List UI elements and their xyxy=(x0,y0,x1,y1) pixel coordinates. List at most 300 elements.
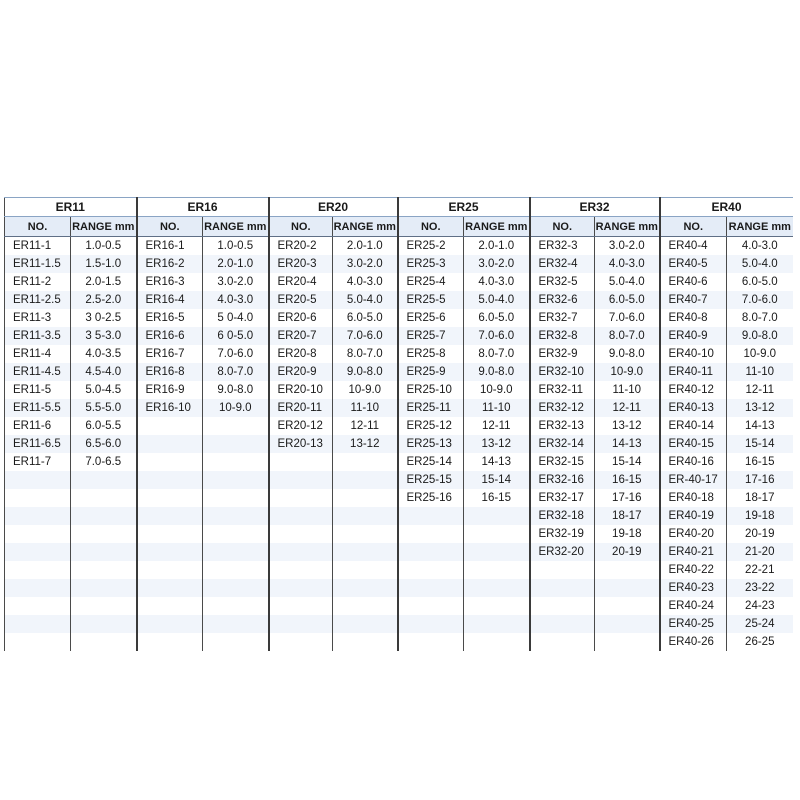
column-header-range: RANGE mm xyxy=(595,217,660,237)
table-row xyxy=(5,399,793,417)
clamping-range-cell: 6 0-5.0 xyxy=(203,327,269,345)
clamping-range-cell: 12-11 xyxy=(727,381,793,399)
collet-number-cell xyxy=(398,525,464,543)
column-header-no: NO. xyxy=(5,217,71,237)
collet-number-cell: ER40-8 xyxy=(660,309,727,327)
collet-number-cell: ER25-14 xyxy=(398,453,464,471)
clamping-range-cell xyxy=(464,615,530,633)
clamping-range-cell: 2.0-1.5 xyxy=(71,273,137,291)
table-row xyxy=(5,543,793,561)
collet-number-cell: ER40-18 xyxy=(660,489,727,507)
clamping-range-cell: 3.0-2.0 xyxy=(333,255,398,273)
collet-number-cell: ER40-22 xyxy=(660,561,727,579)
collet-number-cell: ER32-20 xyxy=(530,543,595,561)
clamping-range-cell: 9.0-8.0 xyxy=(727,327,793,345)
clamping-range-cell: 6.0-5.0 xyxy=(333,309,398,327)
collet-number-cell: ER20-7 xyxy=(269,327,333,345)
clamping-range-cell xyxy=(333,597,398,615)
collet-number-cell xyxy=(269,471,333,489)
collet-number-cell: ER16-6 xyxy=(137,327,203,345)
collet-number-cell: ER20-5 xyxy=(269,291,333,309)
clamping-range-cell: 5.5-5.0 xyxy=(71,399,137,417)
collet-number-cell: ER25-7 xyxy=(398,327,464,345)
collet-number-cell: ER40-15 xyxy=(660,435,727,453)
collet-number-cell: ER32-12 xyxy=(530,399,595,417)
clamping-range-cell: 18-17 xyxy=(595,507,660,525)
collet-number-cell: ER32-4 xyxy=(530,255,595,273)
collet-number-cell: ER40-6 xyxy=(660,273,727,291)
collet-number-cell: ER25-6 xyxy=(398,309,464,327)
clamping-range-cell xyxy=(71,633,137,651)
collet-number-cell xyxy=(269,543,333,561)
collet-number-cell: ER32-17 xyxy=(530,489,595,507)
clamping-range-cell xyxy=(71,561,137,579)
clamping-range-cell xyxy=(203,615,269,633)
clamping-range-cell xyxy=(464,507,530,525)
table-row xyxy=(5,561,793,579)
collet-number-cell xyxy=(269,633,333,651)
collet-number-cell: ER11-1.5 xyxy=(5,255,71,273)
clamping-range-cell xyxy=(71,471,137,489)
column-header-range: RANGE mm xyxy=(727,217,793,237)
collet-number-cell: ER40-7 xyxy=(660,291,727,309)
clamping-range-cell: 19-18 xyxy=(595,525,660,543)
clamping-range-cell: 1.0-0.5 xyxy=(203,237,269,256)
collet-number-cell: ER32-5 xyxy=(530,273,595,291)
table-row xyxy=(5,435,793,453)
clamping-range-cell: 8.0-7.0 xyxy=(727,309,793,327)
column-header-range: RANGE mm xyxy=(203,217,269,237)
collet-number-cell: ER40-4 xyxy=(660,237,727,256)
collet-number-cell: ER40-10 xyxy=(660,345,727,363)
collet-number-cell xyxy=(530,579,595,597)
clamping-range-cell: 9.0-8.0 xyxy=(333,363,398,381)
collet-number-cell xyxy=(398,633,464,651)
collet-number-cell: ER40-24 xyxy=(660,597,727,615)
collet-number-cell: ER20-9 xyxy=(269,363,333,381)
collet-number-cell: ER16-5 xyxy=(137,309,203,327)
table-row xyxy=(5,363,793,381)
clamping-range-cell xyxy=(595,633,660,651)
collet-number-cell xyxy=(137,525,203,543)
clamping-range-cell: 7.0-6.0 xyxy=(203,345,269,363)
clamping-range-cell: 3.0-2.0 xyxy=(203,273,269,291)
clamping-range-cell: 6.0-5.0 xyxy=(464,309,530,327)
group-header-er16: ER16 xyxy=(137,198,269,217)
clamping-range-cell: 5.0-4.0 xyxy=(595,273,660,291)
collet-number-cell xyxy=(137,507,203,525)
clamping-range-cell: 15-14 xyxy=(595,453,660,471)
clamping-range-cell: 5.0-4.0 xyxy=(464,291,530,309)
collet-number-cell xyxy=(530,561,595,579)
table-row xyxy=(5,273,793,291)
collet-number-cell xyxy=(137,453,203,471)
collet-number-cell xyxy=(137,435,203,453)
clamping-range-cell: 4.0-3.0 xyxy=(595,255,660,273)
collet-number-cell: ER11-6 xyxy=(5,417,71,435)
column-header-no: NO. xyxy=(398,217,464,237)
clamping-range-cell: 4.0-3.0 xyxy=(727,237,793,256)
clamping-range-cell xyxy=(595,597,660,615)
clamping-range-cell: 4.0-3.0 xyxy=(333,273,398,291)
table-row xyxy=(5,597,793,615)
collet-number-cell: ER32-14 xyxy=(530,435,595,453)
collet-number-cell xyxy=(137,417,203,435)
clamping-range-cell xyxy=(333,579,398,597)
clamping-range-cell: 11-10 xyxy=(333,399,398,417)
clamping-range-cell: 9.0-8.0 xyxy=(595,345,660,363)
clamping-range-cell: 8.0-7.0 xyxy=(333,345,398,363)
clamping-range-cell: 1.5-1.0 xyxy=(71,255,137,273)
clamping-range-cell xyxy=(464,597,530,615)
collet-number-cell: ER11-3 xyxy=(5,309,71,327)
clamping-range-cell xyxy=(464,543,530,561)
clamping-range-cell: 24-23 xyxy=(727,597,793,615)
collet-number-cell: ER16-1 xyxy=(137,237,203,256)
collet-number-cell: ER25-4 xyxy=(398,273,464,291)
table-row xyxy=(5,507,793,525)
collet-number-cell xyxy=(398,507,464,525)
table-row xyxy=(5,381,793,399)
collet-number-cell: ER20-6 xyxy=(269,309,333,327)
clamping-range-cell: 5.0-4.5 xyxy=(71,381,137,399)
collet-number-cell: ER25-12 xyxy=(398,417,464,435)
clamping-range-cell: 2.0-1.0 xyxy=(464,237,530,256)
column-header-range: RANGE mm xyxy=(333,217,398,237)
table-row xyxy=(5,327,793,345)
column-header-range: RANGE mm xyxy=(464,217,530,237)
collet-number-cell: ER40-20 xyxy=(660,525,727,543)
collet-number-cell xyxy=(269,597,333,615)
clamping-range-cell xyxy=(333,489,398,507)
table-row xyxy=(5,579,793,597)
collet-number-cell: ER40-16 xyxy=(660,453,727,471)
clamping-range-cell: 13-12 xyxy=(727,399,793,417)
clamping-range-cell: 3.0-2.0 xyxy=(595,237,660,256)
collet-number-cell: ER32-13 xyxy=(530,417,595,435)
collet-number-cell: ER11-4.5 xyxy=(5,363,71,381)
collet-number-cell xyxy=(137,543,203,561)
collet-number-cell: ER16-8 xyxy=(137,363,203,381)
table-row xyxy=(5,453,793,471)
clamping-range-cell: 13-12 xyxy=(464,435,530,453)
clamping-range-cell: 5 0-4.0 xyxy=(203,309,269,327)
clamping-range-cell: 22-21 xyxy=(727,561,793,579)
table-row xyxy=(5,237,793,256)
clamping-range-cell: 11-10 xyxy=(595,381,660,399)
clamping-range-cell xyxy=(333,615,398,633)
collet-number-cell: ER32-8 xyxy=(530,327,595,345)
clamping-range-cell: 17-16 xyxy=(727,471,793,489)
clamping-range-cell xyxy=(203,561,269,579)
clamping-range-cell xyxy=(464,579,530,597)
collet-number-cell: ER25-5 xyxy=(398,291,464,309)
clamping-range-cell: 21-20 xyxy=(727,543,793,561)
collet-number-cell: ER40-25 xyxy=(660,615,727,633)
clamping-range-cell: 8.0-7.0 xyxy=(203,363,269,381)
table-row xyxy=(5,525,793,543)
clamping-range-cell: 15-14 xyxy=(727,435,793,453)
collet-number-cell xyxy=(137,615,203,633)
clamping-range-cell xyxy=(203,525,269,543)
clamping-range-cell: 4.5-4.0 xyxy=(71,363,137,381)
collet-number-cell: ER25-16 xyxy=(398,489,464,507)
clamping-range-cell: 12-11 xyxy=(333,417,398,435)
clamping-range-cell: 9.0-8.0 xyxy=(203,381,269,399)
group-header-er40: ER40 xyxy=(660,198,793,217)
collet-number-cell: ER11-4 xyxy=(5,345,71,363)
clamping-range-cell: 11-10 xyxy=(727,363,793,381)
collet-number-cell xyxy=(5,561,71,579)
collet-number-cell xyxy=(137,561,203,579)
clamping-range-cell: 26-25 xyxy=(727,633,793,651)
clamping-range-cell: 12-11 xyxy=(464,417,530,435)
collet-number-cell xyxy=(269,561,333,579)
clamping-range-cell xyxy=(333,453,398,471)
collet-number-cell xyxy=(5,489,71,507)
clamping-range-cell: 11-10 xyxy=(464,399,530,417)
column-header-no: NO. xyxy=(269,217,333,237)
clamping-range-cell: 25-24 xyxy=(727,615,793,633)
collet-number-cell: ER25-10 xyxy=(398,381,464,399)
clamping-range-cell xyxy=(595,615,660,633)
clamping-range-cell: 14-13 xyxy=(595,435,660,453)
collet-number-cell: ER16-3 xyxy=(137,273,203,291)
collet-number-cell xyxy=(5,525,71,543)
table-row xyxy=(5,633,793,651)
clamping-range-cell: 2.0-1.0 xyxy=(333,237,398,256)
collet-number-cell xyxy=(398,543,464,561)
clamping-range-cell: 14-13 xyxy=(464,453,530,471)
clamping-range-cell xyxy=(595,561,660,579)
clamping-range-cell xyxy=(203,453,269,471)
clamping-range-cell: 6.5-6.0 xyxy=(71,435,137,453)
collet-number-cell: ER16-2 xyxy=(137,255,203,273)
clamping-range-cell: 16-15 xyxy=(464,489,530,507)
clamping-range-cell xyxy=(71,543,137,561)
collet-number-cell: ER25-3 xyxy=(398,255,464,273)
clamping-range-cell: 10-9.0 xyxy=(595,363,660,381)
clamping-range-cell: 12-11 xyxy=(595,399,660,417)
collet-number-cell xyxy=(398,597,464,615)
clamping-range-cell: 16-15 xyxy=(595,471,660,489)
clamping-range-cell xyxy=(595,579,660,597)
collet-number-cell: ER16-7 xyxy=(137,345,203,363)
clamping-range-cell xyxy=(71,489,137,507)
collet-number-cell xyxy=(5,633,71,651)
collet-number-cell: ER11-5 xyxy=(5,381,71,399)
collet-number-cell: ER20-12 xyxy=(269,417,333,435)
collet-number-cell: ER32-11 xyxy=(530,381,595,399)
collet-number-cell xyxy=(269,579,333,597)
clamping-range-cell: 4.0-3.5 xyxy=(71,345,137,363)
group-header-er32: ER32 xyxy=(530,198,660,217)
collet-number-cell: ER32-18 xyxy=(530,507,595,525)
group-header-er11: ER11 xyxy=(5,198,137,217)
clamping-range-cell xyxy=(203,543,269,561)
collet-number-cell xyxy=(137,597,203,615)
clamping-range-cell xyxy=(203,435,269,453)
collet-number-cell xyxy=(137,579,203,597)
collet-number-cell: ER25-11 xyxy=(398,399,464,417)
table-body xyxy=(5,237,793,652)
clamping-range-cell: 1.0-0.5 xyxy=(71,237,137,256)
clamping-range-cell xyxy=(333,525,398,543)
collet-number-cell: ER32-9 xyxy=(530,345,595,363)
clamping-range-cell: 2.5-2.0 xyxy=(71,291,137,309)
clamping-range-cell xyxy=(333,507,398,525)
column-header-no: NO. xyxy=(530,217,595,237)
collet-number-cell xyxy=(137,471,203,489)
clamping-range-cell: 17-16 xyxy=(595,489,660,507)
collet-number-cell: ER11-3.5 xyxy=(5,327,71,345)
collet-number-cell: ER40-5 xyxy=(660,255,727,273)
clamping-range-cell: 10-9.0 xyxy=(203,399,269,417)
collet-number-cell: ER11-2.5 xyxy=(5,291,71,309)
collet-number-cell xyxy=(398,615,464,633)
clamping-range-cell: 10-9.0 xyxy=(464,381,530,399)
collet-number-cell: ER16-9 xyxy=(137,381,203,399)
clamping-range-cell xyxy=(203,633,269,651)
collet-number-cell xyxy=(269,507,333,525)
collet-number-cell: ER40-13 xyxy=(660,399,727,417)
clamping-range-cell: 13-12 xyxy=(595,417,660,435)
table-row xyxy=(5,417,793,435)
collet-number-cell: ER25-9 xyxy=(398,363,464,381)
clamping-range-cell xyxy=(464,525,530,543)
collet-number-cell: ER11-2 xyxy=(5,273,71,291)
clamping-range-cell xyxy=(71,597,137,615)
clamping-range-cell: 7.0-6.0 xyxy=(333,327,398,345)
clamping-range-cell: 3 0-2.5 xyxy=(71,309,137,327)
collet-number-cell: ER32-7 xyxy=(530,309,595,327)
collet-number-cell xyxy=(137,633,203,651)
clamping-range-cell: 5.0-4.0 xyxy=(333,291,398,309)
collet-number-cell: ER16-10 xyxy=(137,399,203,417)
table-row xyxy=(5,291,793,309)
clamping-range-cell xyxy=(71,579,137,597)
clamping-range-cell xyxy=(333,561,398,579)
collet-number-cell xyxy=(530,597,595,615)
collet-number-cell xyxy=(269,615,333,633)
clamping-range-cell: 10-9.0 xyxy=(333,381,398,399)
table-row xyxy=(5,489,793,507)
collet-number-cell: ER32-3 xyxy=(530,237,595,256)
collet-number-cell: ER40-11 xyxy=(660,363,727,381)
clamping-range-cell: 4.0-3.0 xyxy=(203,291,269,309)
column-header-no: NO. xyxy=(137,217,203,237)
clamping-range-cell: 7.0-6.5 xyxy=(71,453,137,471)
column-header-range: RANGE mm xyxy=(71,217,137,237)
table-row xyxy=(5,615,793,633)
clamping-range-cell xyxy=(203,489,269,507)
collet-number-cell: ER40-12 xyxy=(660,381,727,399)
clamping-range-cell: 16-15 xyxy=(727,453,793,471)
collet-number-cell: ER11-7 xyxy=(5,453,71,471)
collet-number-cell: ER20-4 xyxy=(269,273,333,291)
column-header-no: NO. xyxy=(660,217,727,237)
clamping-range-cell: 18-17 xyxy=(727,489,793,507)
collet-number-cell: ER32-16 xyxy=(530,471,595,489)
collet-number-cell: ER25-13 xyxy=(398,435,464,453)
clamping-range-cell: 14-13 xyxy=(727,417,793,435)
clamping-range-cell: 13-12 xyxy=(333,435,398,453)
collet-number-cell: ER40-21 xyxy=(660,543,727,561)
clamping-range-cell xyxy=(71,615,137,633)
table-row xyxy=(5,345,793,363)
clamping-range-cell xyxy=(203,417,269,435)
collet-number-cell: ER40-9 xyxy=(660,327,727,345)
clamping-range-cell: 7.0-6.0 xyxy=(595,309,660,327)
collet-number-cell: ER11-5.5 xyxy=(5,399,71,417)
clamping-range-cell xyxy=(203,471,269,489)
collet-number-cell xyxy=(5,543,71,561)
collet-number-cell: ER20-8 xyxy=(269,345,333,363)
clamping-range-cell xyxy=(333,633,398,651)
collet-number-cell xyxy=(5,579,71,597)
collet-number-cell xyxy=(5,471,71,489)
clamping-range-cell xyxy=(203,507,269,525)
clamping-range-cell xyxy=(203,597,269,615)
collet-number-cell: ER32-6 xyxy=(530,291,595,309)
collet-number-cell: ER32-19 xyxy=(530,525,595,543)
clamping-range-cell xyxy=(71,507,137,525)
clamping-range-cell: 7.0-6.0 xyxy=(464,327,530,345)
collet-number-cell xyxy=(269,453,333,471)
clamping-range-cell: 4.0-3.0 xyxy=(464,273,530,291)
clamping-range-cell: 9.0-8.0 xyxy=(464,363,530,381)
clamping-range-cell xyxy=(333,471,398,489)
collet-number-cell: ER20-11 xyxy=(269,399,333,417)
clamping-range-cell xyxy=(464,561,530,579)
collet-range-table xyxy=(4,197,793,651)
clamping-range-cell: 15-14 xyxy=(464,471,530,489)
collet-number-cell xyxy=(5,507,71,525)
collet-number-cell xyxy=(398,561,464,579)
clamping-range-cell: 23-22 xyxy=(727,579,793,597)
collet-number-cell: ER40-19 xyxy=(660,507,727,525)
collet-number-cell: ER-40-17 xyxy=(660,471,727,489)
table-row xyxy=(5,255,793,273)
group-header-er25: ER25 xyxy=(398,198,530,217)
collet-number-cell: ER20-3 xyxy=(269,255,333,273)
clamping-range-cell: 8.0-7.0 xyxy=(595,327,660,345)
collet-number-cell: ER20-2 xyxy=(269,237,333,256)
clamping-range-cell: 20-19 xyxy=(727,525,793,543)
clamping-range-cell: 6.0-5.0 xyxy=(727,273,793,291)
clamping-range-cell: 20-19 xyxy=(595,543,660,561)
table-row xyxy=(5,309,793,327)
collet-number-cell: ER11-6.5 xyxy=(5,435,71,453)
collet-number-cell xyxy=(5,597,71,615)
collet-number-cell: ER40-23 xyxy=(660,579,727,597)
collet-number-cell xyxy=(137,489,203,507)
clamping-range-cell: 6.0-5.0 xyxy=(595,291,660,309)
collet-number-cell: ER16-4 xyxy=(137,291,203,309)
clamping-range-cell xyxy=(333,543,398,561)
clamping-range-cell: 5.0-4.0 xyxy=(727,255,793,273)
collet-number-cell: ER20-13 xyxy=(269,435,333,453)
collet-number-cell: ER25-15 xyxy=(398,471,464,489)
clamping-range-cell: 19-18 xyxy=(727,507,793,525)
collet-number-cell: ER40-14 xyxy=(660,417,727,435)
clamping-range-cell: 10-9.0 xyxy=(727,345,793,363)
collet-number-cell: ER20-10 xyxy=(269,381,333,399)
collet-number-cell: ER32-10 xyxy=(530,363,595,381)
clamping-range-cell: 3 5-3.0 xyxy=(71,327,137,345)
collet-number-cell: ER40-26 xyxy=(660,633,727,651)
collet-number-cell xyxy=(269,525,333,543)
